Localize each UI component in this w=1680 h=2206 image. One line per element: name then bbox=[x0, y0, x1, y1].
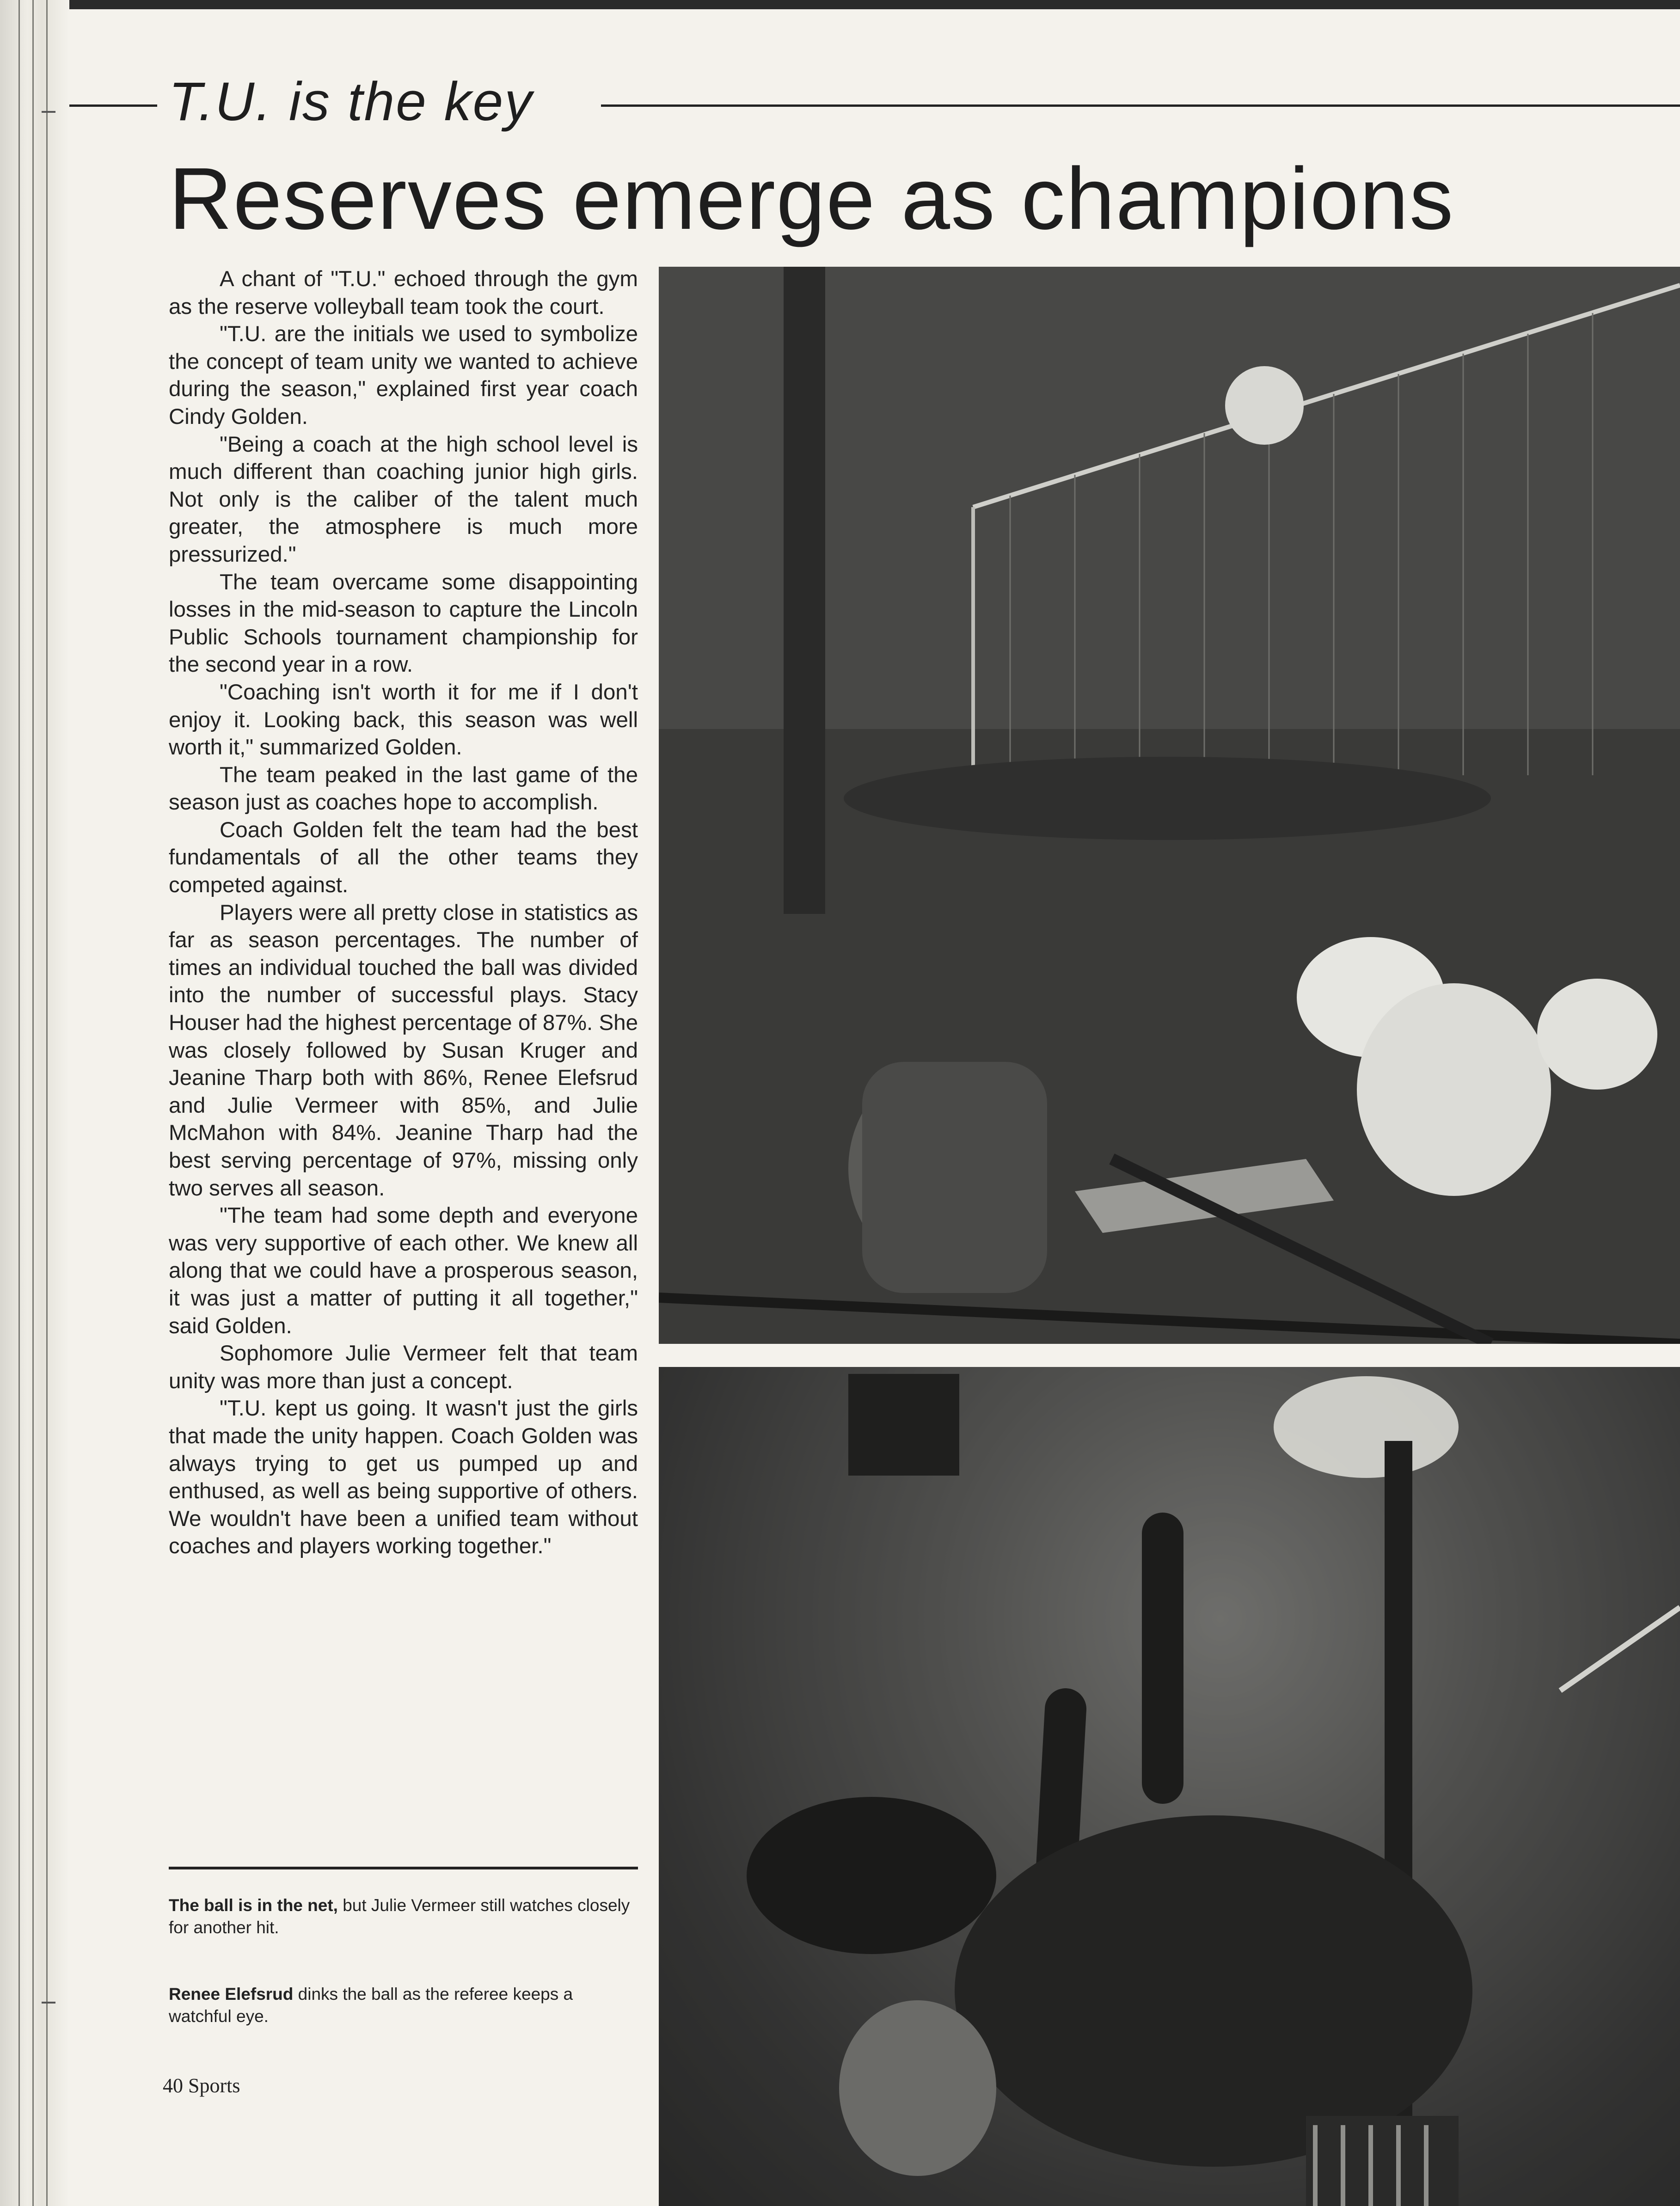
caption-top-photo bbox=[169, 1894, 638, 1939]
caption-lead: The ball is in the net, bbox=[169, 1896, 338, 1915]
kicker: T.U. is the key bbox=[169, 71, 533, 132]
spine-tick bbox=[42, 2002, 55, 2004]
paragraph: Sophomore Julie Vermeer felt that team unity was more than just a concept. bbox=[169, 1341, 638, 1393]
kicker-rule-left bbox=[69, 104, 157, 107]
page-top-edge bbox=[0, 0, 1680, 9]
spine-line bbox=[32, 0, 34, 2206]
paragraph: A chant of "T.U." echoed through the gym as the reserve volleyball team took the court. bbox=[169, 267, 638, 319]
caption-text: but Julie Vermeer still watches closely for another hit. bbox=[169, 1896, 630, 1937]
caption-lead: Renee Elefsrud bbox=[169, 1985, 294, 2004]
paragraph: The team peaked in the last game of the season just as coaches hope to accomplish. bbox=[169, 762, 638, 815]
paragraph: "Coaching isn't worth it for me if I don't enjoy it. Looking back, this season was well worth it," summarized Golden. bbox=[169, 680, 638, 760]
paragraph: Coach Golden felt the team had the best fundamentals of all the other teams they competed against. bbox=[169, 817, 638, 898]
page-folio: 40 Sports bbox=[163, 2074, 240, 2097]
referee-photo bbox=[659, 1367, 1680, 2206]
paragraph: The team overcame some disappointing losses in the mid-season to capture the Lincoln Public Schools tournament championship for the second year in a row. bbox=[169, 570, 638, 677]
paragraph: Players were all pretty close in statistics as far as season percentages. The number of times an individual touched the ball was divided into the number of successful plays. Stacy Houser had the highest percentage of 87%. She was closely followed by Susan Kruger and Jeanine Tharp both with 86%, Renee Elefsrud and Julie Vermeer with 85%, and Julie McMahon with 84%. Jeanine Tharp had the best serving percentage of 97%, missing only two serves all season. bbox=[169, 900, 638, 1201]
caption-bottom-photo bbox=[169, 1983, 638, 2028]
paragraph: "T.U. kept us going. It wasn't just the girls that made the unity happen. Coach Golden was always trying to get us pumped up and enthused, as well as being supportive of others. We wouldn't have been a unified team without coaches and players working together." bbox=[169, 1396, 638, 1559]
caption-rule bbox=[169, 1867, 638, 1869]
caption-text: dinks the ball as the referee keeps a watchful eye. bbox=[169, 1985, 573, 2026]
kicker-rule-right bbox=[601, 104, 1680, 107]
paragraph: "The team had some depth and everyone was very supportive of each other. We knew all along that we could have a prosperous season, it was just a matter of putting it all together," said Golden. bbox=[169, 1203, 638, 1338]
net-scene-illustration bbox=[659, 267, 1680, 1344]
paragraph: "Being a coach at the high school level is much different than coaching junior high girls. Not only is the caliber of the talent much greater, the atmosphere is much more pressurized." bbox=[169, 432, 638, 567]
spine-line bbox=[46, 0, 48, 2206]
spine-line bbox=[18, 0, 20, 2206]
paragraph: "T.U. are the initials we used to symbolize the concept of team unity we wanted to achieve during the season," explained first year coach Cindy Golden. bbox=[169, 322, 638, 429]
article-body bbox=[169, 265, 638, 1560]
volleyball-net-photo bbox=[659, 267, 1680, 1344]
headline: Reserves emerge as champions bbox=[169, 150, 1454, 248]
referee-scene-illustration bbox=[659, 1367, 1680, 2206]
binding-spine bbox=[0, 0, 69, 2206]
spine-tick bbox=[42, 111, 55, 113]
